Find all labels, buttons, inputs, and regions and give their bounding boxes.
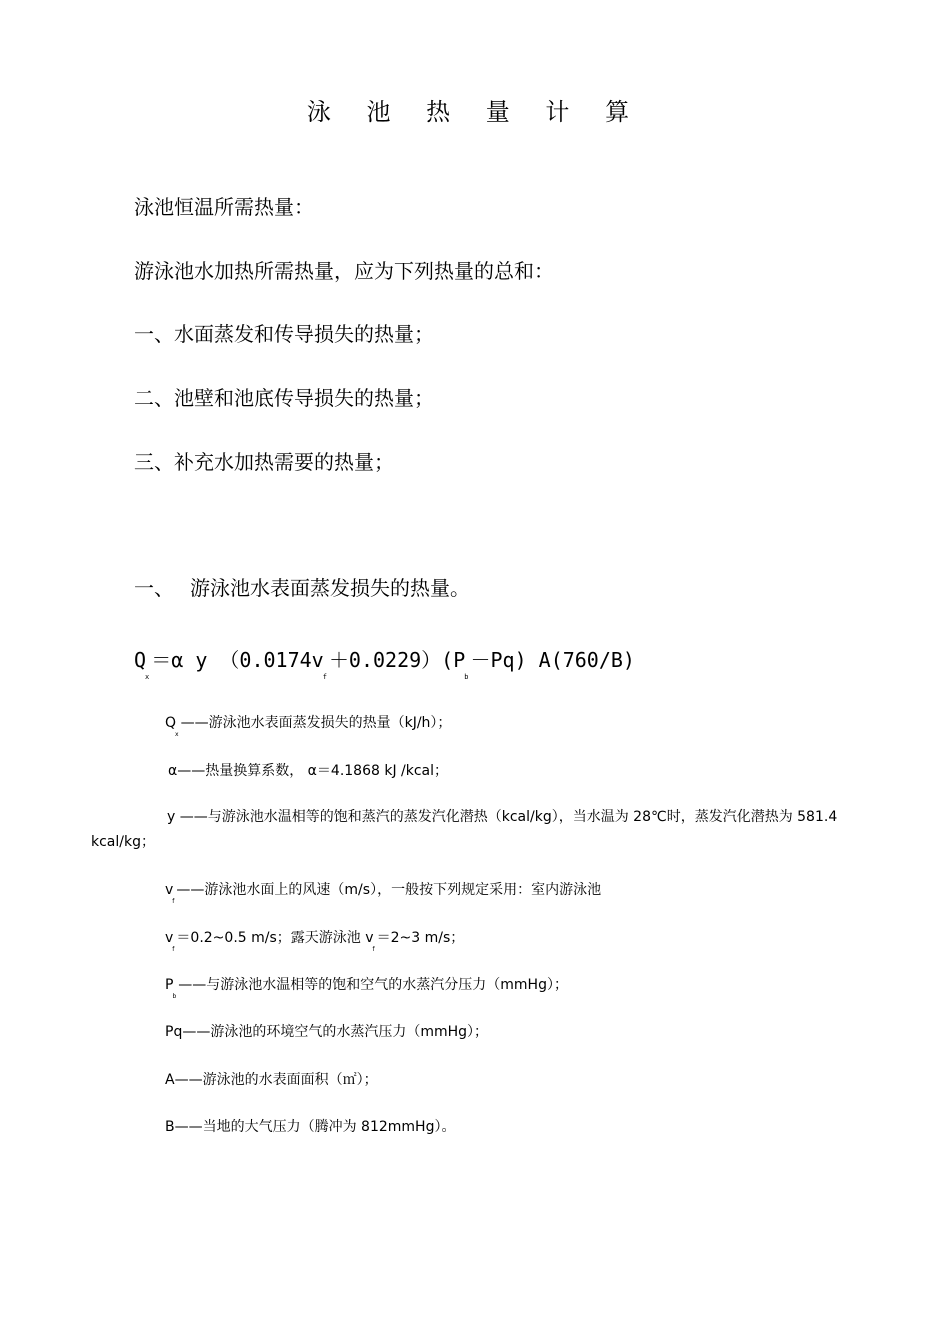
intro-item-3: 三、补充水加热需要的热量； (134, 450, 394, 474)
definition-b: B——当地的大气压力（腾冲为 812mmHg）。 (165, 1119, 456, 1135)
vf-subscript: f (172, 898, 175, 905)
definition-pq: Pq——游泳池的环境空气的水蒸汽压力（mmHg）； (165, 1024, 489, 1040)
formula-q: Q (134, 648, 147, 672)
vf2-subscript-2: f (372, 946, 375, 953)
vf2-subscript: f (172, 946, 175, 953)
formula-part-2: ＋0.0229）(P (328, 648, 466, 672)
pb-text: ——与游泳池水温相等的饱和空气的水蒸汽分压力（mmHg）； (178, 977, 568, 993)
vf2-text-2: ＝2~3 m/s； (376, 930, 465, 946)
formula-part-1: ＝α y （0.0174v (151, 648, 324, 672)
definition-vf-values (165, 927, 464, 953)
formula-part-3: －Pq) A(760/B) (470, 648, 635, 672)
definition-alpha: α——热量换算系数， α＝4.1868 kJ /kcal； (168, 763, 449, 779)
formula-v-sub: f (322, 673, 327, 681)
vf2-symbol: v (165, 930, 174, 946)
intro-line-2: 游泳池水加热所需热量，应为下列热量的总和： (134, 259, 554, 283)
definition-a: A——游泳池的水表面面积（㎡）； (165, 1072, 378, 1088)
intro-line-1: 泳池恒温所需热量： (134, 195, 314, 219)
vf-symbol: v (165, 882, 174, 898)
formula-q-sub: x (145, 673, 150, 681)
vf-text: ——游泳池水面上的风速（m/s），一般按下列规定采用：室内游泳池 (176, 882, 602, 898)
definition-qx (165, 712, 451, 738)
qx-subscript: x (175, 731, 179, 738)
page-title: 泳 池 热 量 计 算 (306, 98, 644, 126)
definition-pb (165, 974, 568, 1000)
pb-symbol: P (165, 977, 174, 993)
vf2-text-1: ＝0.2~0.5 m/s；露天游泳池 v (176, 930, 374, 946)
section-number: 一、 (134, 576, 174, 600)
qx-text: ——游泳池水表面蒸发损失的热量（kJ/h）； (180, 715, 452, 731)
qx-symbol: Q (165, 715, 177, 731)
pb-subscript: b (172, 993, 177, 1000)
intro-item-2: 二、池壁和池底传导损失的热量； (134, 386, 434, 410)
section-heading (134, 572, 470, 601)
section-heading-text: 游泳池水表面蒸发损失的热量。 (190, 576, 470, 600)
intro-item-1: 一、水面蒸发和传导损失的热量； (134, 322, 434, 346)
evaporation-formula (134, 644, 635, 681)
definition-vf (165, 879, 601, 905)
definition-gamma: y ——与游泳池水温相等的饱和蒸汽的蒸发汽化潜热（kcal/kg），当水温为 28℃时，蒸发汽化潜热为 581.4 kcal/kg； (91, 809, 838, 850)
formula-p-sub: b (464, 673, 469, 681)
